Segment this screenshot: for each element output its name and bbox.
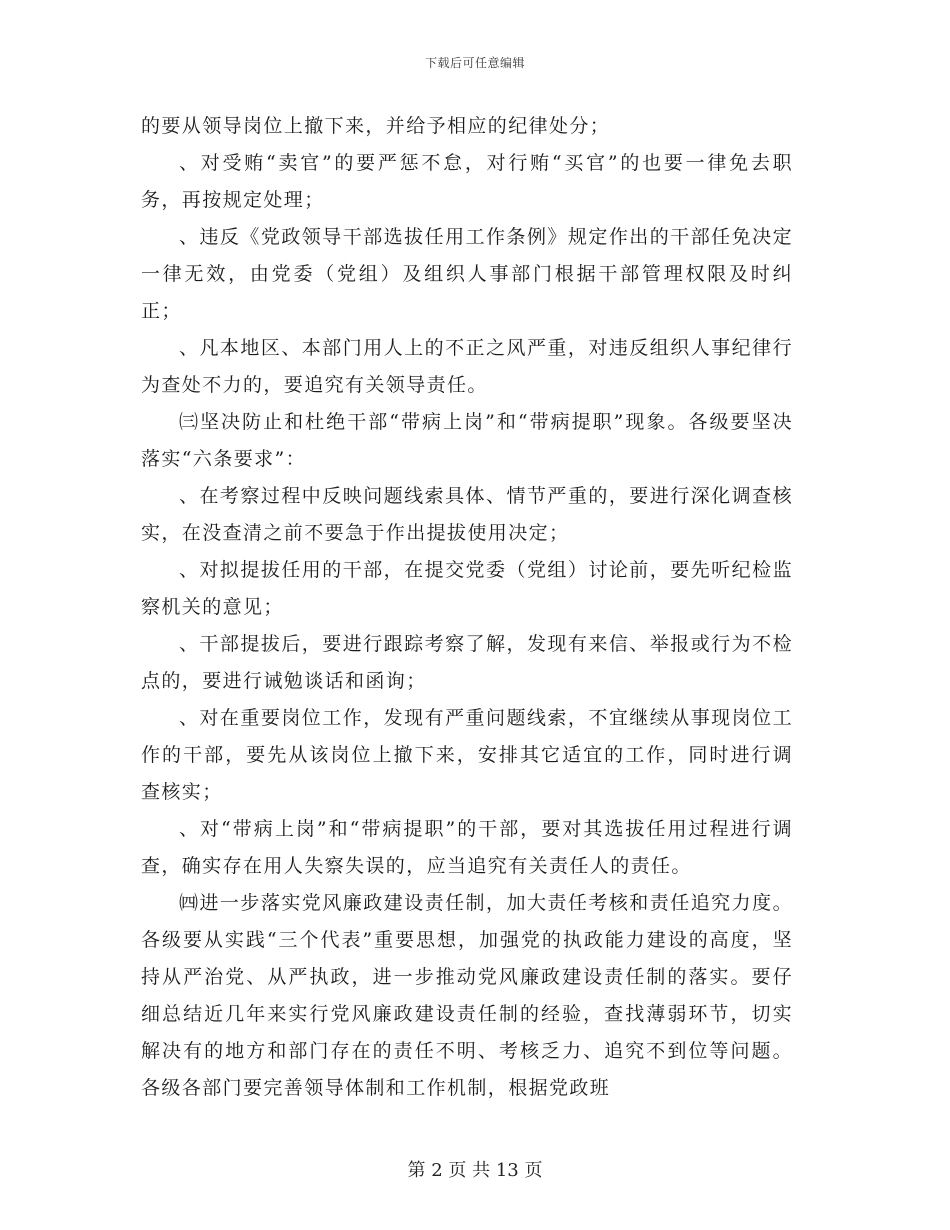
paragraph-9: 、对在重要岗位工作，发现有严重问题线索，不宜继续从事现岗位工作的干部，要先从该岗位上撤下来，安排其它适宜的工作，同时进行调查核实； <box>141 707 793 803</box>
paragraph-8: 、干部提拔后，要进行跟踪考察了解，发现有来信、举报或行为不检点的，要进行诫勉谈话和函询； <box>141 633 793 692</box>
paragraph-2: 、对受贿“卖官”的要严惩不怠，对行贿“买官”的也要一律免去职务，再按规定处理； <box>141 152 793 211</box>
paragraph-5: ㈢坚决防止和杜绝干部“带病上岗”和“带病提职”现象。各级要坚决落实“六条要求”： <box>141 411 793 470</box>
page-number-footer: 第 2 页 共 13 页 <box>407 1160 543 1181</box>
paragraph-1: 的要从领导岗位上撤下来，并给予相应的纪律处分； <box>141 115 611 137</box>
document-body <box>141 108 793 1107</box>
paragraph-3: 、违反《党政领导干部选拔任用工作条例》规定作出的干部任免决定一律无效，由党委（党组）及组织人事部门根据干部管理权限及时纠正； <box>141 226 793 322</box>
page-header: 下载后可任意编辑 <box>424 56 525 70</box>
paragraph-10: 、对“带病上岗”和“带病提职”的干部，要对其选拔任用过程进行调查，确实存在用人失察失误的，应当追究有关责任人的责任。 <box>141 818 793 877</box>
paragraph-7: 、对拟提拔任用的干部，在提交党委（党组）讨论前，要先听纪检监察机关的意见； <box>141 559 793 618</box>
paragraph-6: 、在考察过程中反映问题线索具体、情节严重的，要进行深化调查核实，在没查清之前不要急于作出提拔使用决定； <box>141 485 793 544</box>
paragraph-4: 、凡本地区、本部门用人上的不正之风严重，对违反组织人事纪律行为查处不力的，要追究有关领导责任。 <box>141 337 793 396</box>
paragraph-11: ㈣进一步落实党风廉政建设责任制，加大责任考核和责任追究力度。各级要从实践“三个代表”重要思想，加强党的执政能力建设的高度，坚持从严治党、从严执政，进一步推动党风廉政建设责任制的落实。要仔细总结近几年来实行党风廉政建设责任制的经验，查找薄弱环节，切实解决有的地方和部门存在的责任不明、考核乏力、追究不到位等问题。各级各部门要完善领导体制和工作机制，根据党政班 <box>141 892 793 1099</box>
